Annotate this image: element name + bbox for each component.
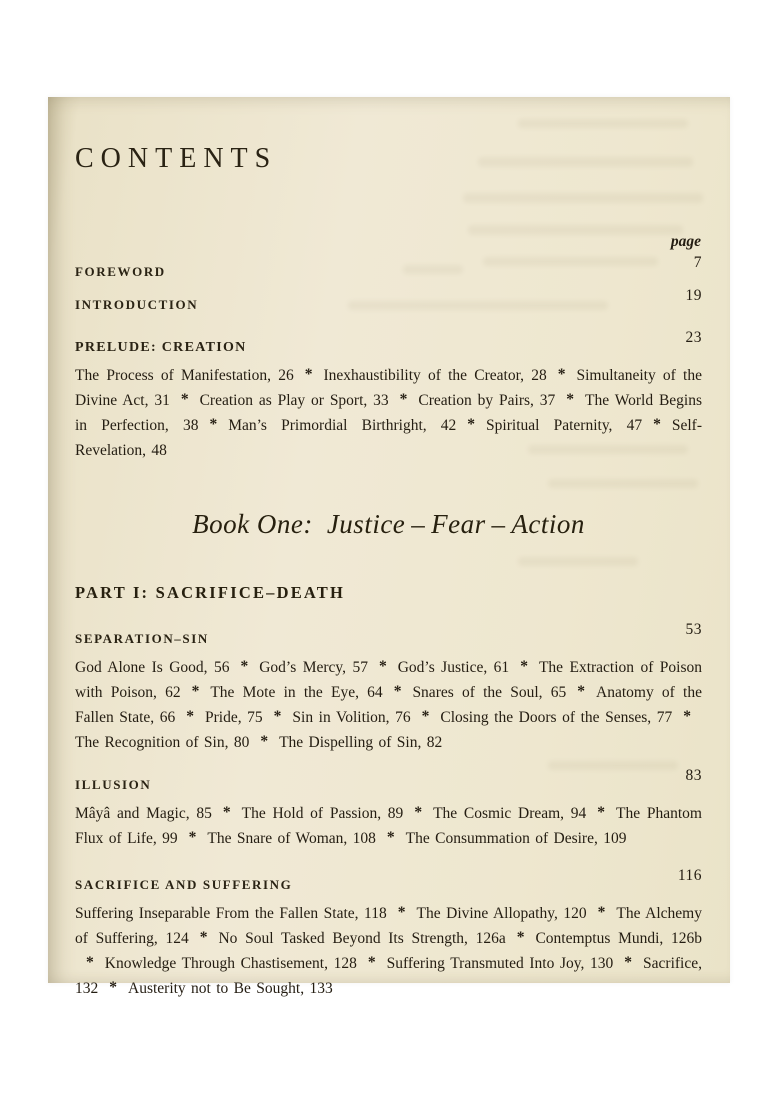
- toc-entry: Knowledge Through Chastisement, 128: [104, 955, 357, 972]
- part-one-heading: PART I: SACRIFICE–DEATH: [75, 583, 346, 602]
- toc-entry: The Snare of Woman, 108: [207, 830, 376, 847]
- toc-entry: The Divine Allopathy, 120: [416, 905, 587, 922]
- toc-row-foreword: [75, 254, 702, 281]
- toc-entry: Sin in Volition, 76: [292, 709, 411, 726]
- toc-entry: God’s Mercy, 57: [259, 659, 368, 676]
- toc-entry: Sacrifice, 132: [75, 955, 702, 997]
- toc-entry: Snares of the Soul, 65: [412, 684, 567, 701]
- entry-separator-asterisk: *: [520, 658, 528, 675]
- toc-entry: God’s Justice, 61: [397, 659, 510, 676]
- toc-row-illusion: [75, 767, 702, 794]
- toc-entry: Suffering Transmuted Into Joy, 130: [386, 955, 614, 972]
- entry-separator-asterisk: *: [467, 416, 476, 433]
- toc-entry: The Cosmic Dream, 94: [433, 805, 587, 822]
- toc-entry: The Hold of Passion, 89: [241, 805, 404, 822]
- entry-separator-asterisk: *: [186, 708, 194, 725]
- entry-separator-asterisk: *: [683, 708, 691, 725]
- toc-entry: The Recognition of Sin, 80: [75, 734, 250, 751]
- toc-heading: ILLUSION: [75, 777, 152, 792]
- page-title: CONTENTS: [75, 143, 278, 174]
- entry-separator-asterisk: *: [378, 658, 387, 675]
- bleed-through-artifact: [463, 193, 703, 203]
- entry-separator-asterisk: *: [260, 733, 269, 750]
- entry-separator-asterisk: *: [421, 708, 430, 725]
- toc-entry: The Alchemy of Suffering, 124: [75, 905, 702, 947]
- toc-entry: God Alone Is Good, 56: [75, 659, 230, 676]
- entry-separator-asterisk: *: [624, 954, 633, 971]
- entry-separator-asterisk: *: [557, 366, 566, 383]
- toc-entry-paragraph: [75, 363, 702, 463]
- entry-separator-asterisk: *: [566, 391, 575, 408]
- toc-entry: Self-Revelation, 48: [75, 417, 702, 459]
- entry-separator-asterisk: *: [209, 416, 218, 433]
- entry-separator-asterisk: *: [386, 829, 395, 846]
- entry-separator-asterisk: *: [199, 929, 208, 946]
- toc-entry-paragraph: [75, 655, 702, 755]
- entry-separator-asterisk: *: [653, 416, 661, 433]
- toc-heading: INTRODUCTION: [75, 297, 199, 312]
- toc-entry: The Extraction of Poison with Poison, 62: [75, 659, 703, 701]
- entry-separator-asterisk: *: [397, 904, 406, 921]
- toc-entry: Creation by Pairs, 37: [418, 392, 556, 409]
- toc-entry-paragraph: [75, 901, 702, 1001]
- bleed-through-artifact: [518, 557, 638, 566]
- toc-page-number: 7: [693, 254, 702, 271]
- entry-separator-asterisk: *: [399, 391, 408, 408]
- entry-separator-asterisk: *: [304, 366, 313, 383]
- entry-separator-asterisk: *: [240, 658, 249, 675]
- toc-entry: Man’s Primordial Birthright, 42: [228, 417, 457, 434]
- toc-entry: Pride, 75: [205, 709, 263, 726]
- toc-heading: SEPARATION–SIN: [75, 631, 209, 646]
- entry-separator-asterisk: *: [188, 829, 197, 846]
- toc-page-number: 83: [685, 767, 702, 784]
- entry-separator-asterisk: *: [86, 954, 94, 971]
- toc-entry: Simultaneity of the Divine Act, 31: [75, 367, 702, 409]
- toc-entry: Suffering Inseparable From the Fallen State, 118: [75, 905, 387, 922]
- toc-entry: The World Begins in Perfection, 38: [75, 392, 703, 434]
- toc-heading: FOREWORD: [75, 264, 166, 279]
- toc-entry: Closing the Doors of the Senses, 77: [440, 709, 673, 726]
- toc-row-sacrifice-and-suffering: [75, 867, 702, 894]
- toc-heading: PRELUDE: CREATION: [75, 340, 247, 355]
- toc-entry: The Consummation of Desire, 109: [405, 830, 627, 847]
- entry-separator-asterisk: *: [597, 804, 606, 821]
- entry-separator-asterisk: *: [367, 954, 376, 971]
- toc-entry: Austerity not to Be Sought, 133: [128, 980, 333, 997]
- entry-separator-asterisk: *: [414, 804, 423, 821]
- toc-entry: Spiritual Paternity, 47: [486, 417, 643, 434]
- toc-entry-paragraph: [75, 801, 702, 851]
- toc-row-prelude: [75, 329, 702, 356]
- entry-separator-asterisk: *: [191, 683, 200, 700]
- toc-page-number: 116: [677, 867, 702, 884]
- entry-separator-asterisk: *: [180, 391, 189, 408]
- paper-sheet: [48, 97, 730, 997]
- toc-row-introduction: [75, 287, 702, 314]
- entry-separator-asterisk: *: [597, 904, 606, 921]
- toc-row-separation-sin: [75, 621, 702, 648]
- entry-separator-asterisk: *: [222, 804, 231, 821]
- toc-page-number: 53: [685, 621, 702, 638]
- toc-entry: Mâyâ and Magic, 85: [75, 805, 212, 822]
- toc-entry: Creation as Play or Sport, 33: [199, 392, 389, 409]
- page-column-label: page: [670, 233, 701, 250]
- book-one-heading: [75, 509, 702, 540]
- toc-entry: Anatomy of the Fallen State, 66: [75, 684, 702, 726]
- toc-entry: No Soul Tasked Beyond Its Strength, 126a: [218, 930, 506, 947]
- toc-page-number: 23: [685, 329, 702, 346]
- book-one-prefix: Book One:: [192, 509, 313, 539]
- toc-entry: The Process of Manifestation, 26: [75, 367, 294, 384]
- bleed-through-artifact: [548, 761, 678, 770]
- toc-page-number: 19: [685, 287, 702, 304]
- toc-entry: Inexhaustibility of the Creator, 28: [323, 367, 547, 384]
- bleed-through-artifact: [548, 479, 698, 488]
- entry-separator-asterisk: *: [273, 708, 282, 725]
- entry-separator-asterisk: *: [516, 929, 525, 946]
- book-one-title: Justice – Fear – Action: [326, 509, 585, 539]
- bleed-through-artifact: [518, 119, 688, 128]
- entry-separator-asterisk: *: [577, 683, 586, 700]
- toc-entry: The Phantom Flux of Life, 99: [75, 805, 702, 847]
- toc-entry: The Dispelling of Sin, 82: [279, 734, 443, 751]
- entry-separator-asterisk: *: [109, 979, 117, 996]
- toc-entry: The Mote in the Eye, 64: [210, 684, 383, 701]
- toc-entry: Contemptus Mundi, 126b: [535, 930, 702, 947]
- entry-separator-asterisk: *: [393, 683, 402, 700]
- toc-heading: SACRIFICE AND SUFFERING: [75, 877, 293, 892]
